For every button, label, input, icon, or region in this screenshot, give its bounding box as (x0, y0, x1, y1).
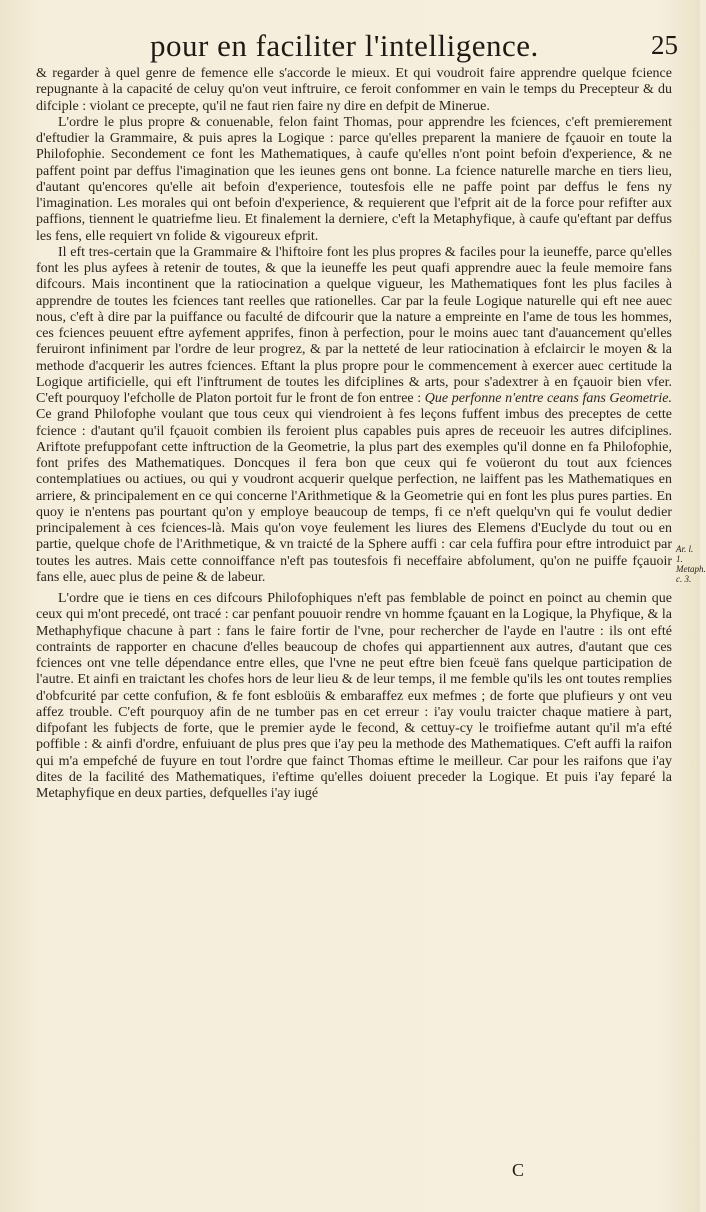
paragraph-3 (36, 245, 672, 586)
marginal-note-line-1: Ar. l. 1. (676, 544, 694, 564)
marginal-note-line-3: c. 3. (676, 574, 692, 584)
paragraph-2: L'ordre le plus propre & conuenable, felon faint Thomas, pour apprendre les fciences, c'eft premierement d'eftudier la Grammaire, & puis apres la Logique : parce qu'elles preparent la maniere de fçauoir en toute la Philofophie. Secondement ce font les Mathematiques, à caufe qu'elles n'ont point befoin d'experience, & ne paffent point par deffus l'imagination que les ieunes gens ont bonne. La fcience naturelle marche en tiers lieu, d'autant qu'encores qu'elle ait befoin d'experience, toutesfois elle ne paffe point par deffus le fens ny l'imagination. Les morales qui ont befoin d'experience, & requierent que l'efprit ait de la force pour refifter aux paffions, tiennent le quatriefme lieu. Et finalement la derniere, c'eft la Metaphyfique, à caufe qu'eftant par deffus les fens, elle requiert vn folide & vigoureux efprit. (36, 114, 672, 244)
paragraph-3-text: Il eft tres-certain que la Grammaire & l'hiftoire font les plus propres & faciles pour la ieuneffe, parce qu'elles font les plus ayfees à retenir de toutes, & que la ieuneffe les peut quafi apprendre auec la feule memoire fans difcours. Mais incontinent que la ratiocination a quelque vigueur, les Mathematiques font les plus faciles à apprendre de toutes les fciences tant reelles que rationelles. Car par la feule Logique naturelle qui eft nee auec nous, c'eft à dire par la puiffance ou faculté de difcourir que la nature a empreinte en l'ame de tous les hommes, ces fciences peuuent eftre ayfement apprifes, finon à perfection, pour le moins auec tant d'auancement qu'elles feruiront infiniment par l'ordre de leur progrez, & par la netteté de leur ratiocination à efclaircir le moyen & la methode d'acquerir les autres fciences. Eftant la plus propre pour le commencement à exercer auec certitude la Logique artificielle, qui eft l'inftrument de toutes les difciplines & arts, pour s'adextrer à en fçauoir bien vfer. C'eft pourquoy l'efcholle de Platon portoit fur le front de fon entree : (36, 244, 672, 406)
marginal-note-line-2: Metaph. (676, 564, 706, 574)
paragraph-3-continuation: Ce grand Philofophe voulant que tous ceux qui viendroient à fes leçons fuffent imbus des preceptes de cette fcience : d'autant qu'il fçauoit combien ils feroient plus capables puis apres de receuoir les autres difciplines. Ariftote prefuppofant cette inftruction de la Geometrie, la plus part des exemples qu'il donne en fa Philofophie, font prifes des Mathematiques. Doncques il fera bon que ceux qui fe voüeront du tout aux fciences contemplatiues ou actiues, ou qui y voudront acquerir quelque perfection, ne laiffent pas les Mathematiques en arriere, & principalement en ce qui concerne l'Arithmetique & la Geometrie qui en font les plus pures parties. En quoy ie n'entens pas pourtant qu'on y employe beaucoup de temps, fi ce n'eft quelqu'vn qui fe voulut dedier principalement à ces fciences-là. Mais qu'on voye feulement les liures des Elemens d'Euclyde du tout ou en partie, quelque chofe de l'Arithmetique, & vn traicté de la Sphere auffi : car cela fuffira pour eftre introduict par toutes les autres. Mais cette connoiffance n'eft pas toutesfois fi neceffaire abfolument, qu'on ne puiffe fçauoir fans elle, auec plus de peine & de labeur. (36, 407, 672, 585)
body-text (36, 66, 672, 802)
signature-mark: C (512, 1160, 525, 1180)
page-header (0, 28, 700, 68)
paragraph-4: L'ordre que ie tiens en ces difcours Philofophiques n'eft pas femblable de poinct en poinct au chemin que ceux qui m'ont precedé, ont tracé : car penfant pouuoir rendre vn homme fçauant en la Logique, la Phyfique, & la Methaphyfique chacune à part : fans le faire fortir de l'vne, pour rechercher de l'ayde en l'autre : ils ont efté contraints de rapporter en chacune d'elles beaucoup de chofes qui appartiennent aux autres, d'autant que ces fciences ont vne telle dépendance entre elles, que l'vne ne peut eftre bien fceuë fans quelque participation de l'autre. Et ainfi en traictant les chofes hors de leur lieu & de leur temps, il me femble qu'ils les ont toutes remplies d'obfcurité par cette confufion, & fe font esbloüis & embaraffez eux mefmes ; de forte que plufieurs y ont veu affez trouble. C'eft pourquoy afin de ne tumber pas en cet erreur : i'ay voulu traicter chaque matiere à part, difpofant les fubjects de forte, que le premier ayde le fecond, & cettuy-cy le troifiefme autant qu'il m'a efté poffible : & ainfi d'ordre, enfuiuant de plus pres que i'ay peu la methode des Mathematiques. C'eft auffi la raifon qui m'a empefché de fuyure en tout l'ordre que fainct Thomas eftime le meilleur. Car pour les raifons que i'ay dites de la facilité des Mathematiques, i'eftime qu'elles doiuent preceder la Logique. Et puis i'ay feparé la Metaphyfique en deux parties, defquelles i'ay iugé (36, 591, 672, 801)
marginal-note (676, 544, 706, 584)
running-head: pour en faciliter l'intelligence. (150, 28, 539, 63)
plato-inscription-quote: Que perfonne n'entre ceans fans Geometrie. (424, 391, 672, 406)
page-number: 25 (651, 30, 678, 60)
paragraph-1: & regarder à quel genre de femence elle s'accorde le mieux. Et qui voudroit faire apprendre quelque fcience repugnante à la capacité de celuy qu'on veut inftruire, ce feroit confommer en vain le temps du Precepteur & du difciple : violant ce precepte, qu'il ne faut rien faire ny dire en defpit de Minerue. (36, 66, 672, 114)
